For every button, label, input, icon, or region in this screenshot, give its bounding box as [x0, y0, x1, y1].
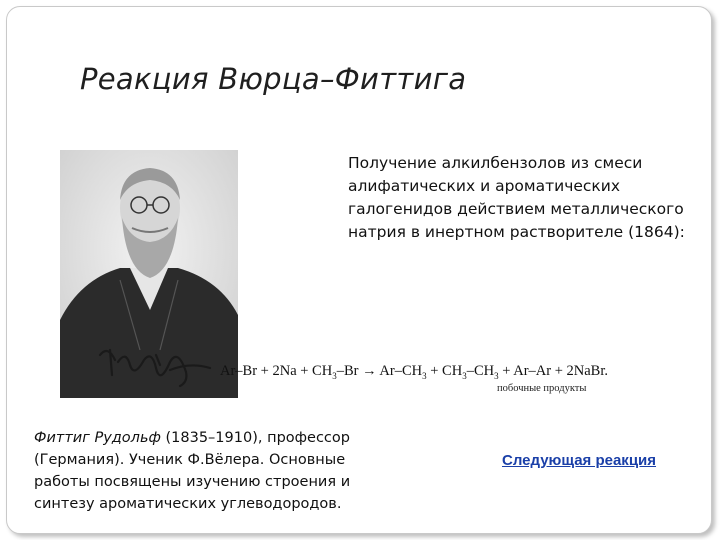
byproducts-label: побочные продукты: [497, 383, 587, 394]
scientist-name: Фиттиг Рудольф: [34, 430, 161, 446]
reaction-equation: [220, 363, 608, 381]
bio-line: [34, 427, 384, 449]
intro-line: алифатических и ароматических: [348, 177, 621, 195]
equation-subscript: 3: [494, 370, 499, 381]
bio-line: работы посвящены изучению строения и: [34, 474, 351, 490]
intro-line: галогенидов действием металлического: [348, 200, 684, 218]
equation-part: Ar–Br + 2Na + CH: [220, 363, 333, 379]
biography-text: [34, 427, 384, 515]
equation-subscript: 3: [332, 370, 337, 381]
next-reaction-link[interactable]: Следующая реакция: [502, 452, 657, 469]
equation-part: + Ar–Ar + 2NaBr.: [498, 363, 608, 379]
equation-part: –CH: [466, 363, 495, 379]
equation-subscript: 3: [462, 370, 467, 381]
bio-line: (Германия). Ученик Ф.Вёлера. Основные: [34, 452, 346, 468]
intro-text: [348, 152, 698, 244]
slide-title: Реакция Вюрца–Фиттига: [80, 62, 467, 96]
fittig-portrait: [60, 150, 238, 398]
equation-part: –Br → Ar–CH: [336, 363, 423, 379]
equation-part: + CH: [426, 363, 463, 379]
bio-text: (1835–1910), профессор: [160, 430, 350, 446]
equation-subscript: 3: [422, 370, 427, 381]
intro-line: Получение алкилбензолов из смеси: [348, 154, 643, 172]
intro-line: натрия в инертном растворителе (1864):: [348, 223, 685, 241]
bio-line: синтезу ароматических углеводородов.: [34, 496, 342, 512]
